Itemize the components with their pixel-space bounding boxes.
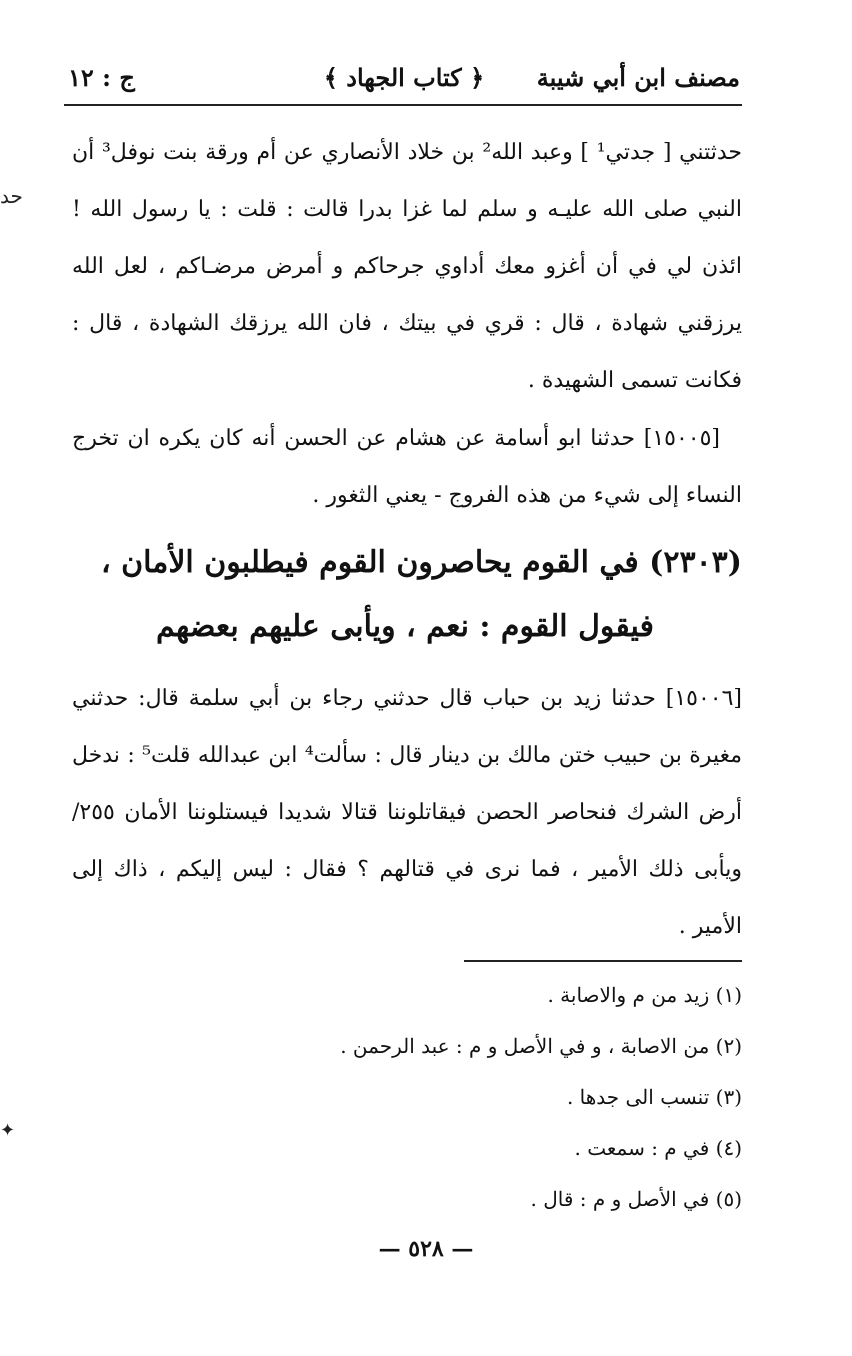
running-header <box>68 58 740 102</box>
hadith-paragraph-15005 <box>72 410 742 524</box>
book-title: مصنف ابن أبي شيبة <box>536 63 740 92</box>
footnote-item: (٣) تنسب الى جدها . <box>566 1085 742 1109</box>
header-divider <box>64 104 742 106</box>
paragraph-text: [١٥٠٠٥] حدثنا ابو أسامة عن هشام عن الحسن أنه كان يكره ان تخرج النساء إلى شيء من هذه الفروج - يعني الثغور . <box>72 426 742 508</box>
section-heading-line-2: فيقول القوم : نعم ، ويأبى عليهم بعضهم <box>156 609 654 644</box>
volume-number: ج : ١٢ <box>68 63 135 92</box>
margin-mark-icon: ✦ <box>0 1120 16 1141</box>
section-heading-line-1: (٢٣٠٣) في القوم يحاصرون القوم فيطلبون الأمان ، <box>100 545 742 580</box>
footnote-item: (٥) في الأصل و م : قال . <box>530 1187 742 1211</box>
margin-note: حد <box>0 184 23 208</box>
hadith-paragraph-15006: [١٥٠٠٦] حدثنا زيد بن حباب قال حدثني رجاء بن أبي سلمة قال: حدثني مغيرة بن حبيب ختن مالك بن دينار قال : سألت⁴ ابن عبدالله قلت⁵ : ندخل أرض الشرك فنحاصر الحصن فيقاتلوننا قتالا شديدا فيستلوننا الأمان ٢٥٥/ ويأبى ذلك الأمير ، فما نرى في قتالهم ؟ فقال : ليس إليكم ، ذاك إلى الأمير . <box>72 686 742 939</box>
footnote-item: (٤) في م : سمعت . <box>574 1136 742 1160</box>
footnote-item: (٢) من الاصابة ، و في الأصل و م : عبد الرحمن . <box>340 1034 742 1058</box>
footnote-divider <box>464 960 742 962</box>
chapter-title: ﴿ كتاب الجهاد ﴾ <box>323 63 485 92</box>
page-number: — ٥٢٨ — <box>378 1236 474 1262</box>
footnotes <box>262 970 742 1225</box>
hadith-paragraph-continued: حدثتني [ جدتي¹ ] وعبد الله² بن خلاد الأنصاري عن أم ورقة بنت نوفل³ أن النبي صلى الله عليـه و سلم لما غزا بدرا قالت : قلت : يا رسول الله ! ائذن لي في أن أغزو معك أداوي جرحاكم و أمرض مرضـاكم ، لعل الله يرزقني شهادة ، قال : قري في بيتك ، فان الله يرزقك الشهادة ، قال : فكانت تسمى الشهيدة . <box>72 140 742 393</box>
footnote-item: (١) زيد من م والاصابة . <box>547 983 742 1007</box>
